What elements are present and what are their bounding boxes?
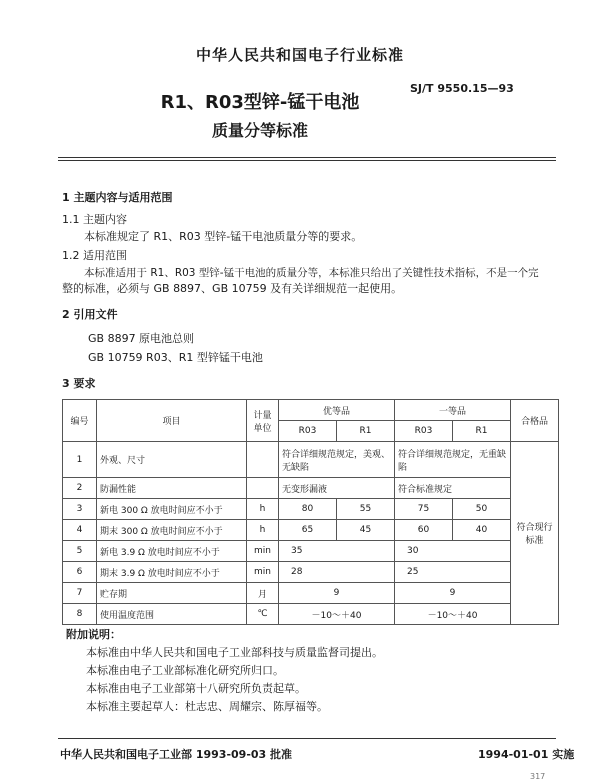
row-unit: h (247, 499, 279, 520)
notes-line-3: 本标准由电子工业部第十八研究所负责起草。 (86, 682, 306, 695)
footer-rule (58, 738, 556, 739)
row-no: 2 (63, 478, 97, 499)
table-row (63, 604, 559, 625)
row-grade-a: －10～＋40 (279, 604, 395, 625)
row-grade-b: 符合标准规定 (395, 478, 511, 499)
header-item: 项目 (97, 400, 247, 442)
row-item: 新电 300 Ω 放电时间应不小于 (97, 499, 247, 520)
header-b-r1: R1 (453, 421, 511, 442)
qualified-cell: 符合现行标准 (511, 442, 559, 625)
row-b-r1: 40 (453, 520, 511, 541)
implementation-date: 1994-01-01 实施 (478, 748, 575, 761)
row-b-r1: 50 (453, 499, 511, 520)
standard-number: SJ/T 9550.15—93 (410, 82, 514, 95)
header-a-r03: R03 (279, 421, 337, 442)
section-3-heading: 3 要求 (62, 377, 96, 390)
requirements-table (62, 399, 559, 625)
row-unit: min (247, 562, 279, 583)
notes-line-4: 本标准主要起草人：杜志忠、周耀宗、陈厚福等。 (86, 700, 328, 713)
page-number: 317 (530, 772, 546, 781)
row-grade-b: 25 (395, 562, 511, 583)
section-1-1-heading: 1.1 主题内容 (62, 213, 127, 226)
row-item: 新电 3.9 Ω 放电时间应不小于 (97, 541, 247, 562)
row-item: 期末 300 Ω 放电时间应不小于 (97, 520, 247, 541)
row-no: 5 (63, 541, 97, 562)
notes-title: 附加说明： (66, 628, 121, 641)
row-item: 期末 3.9 Ω 放电时间应不小于 (97, 562, 247, 583)
header-grade-excellent: 优等品 (279, 400, 395, 421)
row-grade-a: 符合详细规范规定，美观、无缺陷 (279, 442, 395, 478)
issuing-authority: 中华人民共和国电子行业标准 (195, 46, 404, 64)
document-subtitle: 质量分等标准 (211, 121, 308, 140)
section-1-1-text: 本标准规定了 R1、R03 型锌-锰干电池质量分等的要求。 (84, 230, 363, 243)
document-title: R1、R03型锌-锰干电池 (160, 92, 360, 113)
header-rule-bottom (58, 160, 556, 161)
section-2-heading: 2 引用文件 (62, 308, 118, 321)
header-a-r1: R1 (337, 421, 395, 442)
row-grade-b: －10～＋40 (395, 604, 511, 625)
row-grade-b: 30 (395, 541, 511, 562)
table-row (63, 442, 559, 478)
row-no: 3 (63, 499, 97, 520)
section-1-heading: 1 主题内容与适用范围 (62, 191, 173, 204)
row-a-r1: 45 (337, 520, 395, 541)
row-item: 贮存期 (97, 583, 247, 604)
row-b-r03: 60 (395, 520, 453, 541)
notes-line-1: 本标准由中华人民共和国电子工业部科技与质量监督司提出。 (86, 646, 383, 659)
row-a-r1: 55 (337, 499, 395, 520)
table-row (63, 541, 559, 562)
reference-1: GB 8897 原电池总则 (88, 332, 195, 345)
row-no: 8 (63, 604, 97, 625)
row-a-r03: 80 (279, 499, 337, 520)
table-row (63, 562, 559, 583)
approval-date: 中华人民共和国电子工业部 1993-09-03 批准 (60, 748, 293, 761)
reference-2: GB 10759 R03、R1 型锌锰干电池 (88, 351, 263, 364)
row-grade-b: 符合详细规范规定，无重缺陷 (395, 442, 511, 478)
row-no: 4 (63, 520, 97, 541)
header-qualified: 合格品 (511, 400, 559, 442)
header-unit: 计量单位 (247, 400, 279, 442)
row-unit: 月 (247, 583, 279, 604)
row-b-r03: 75 (395, 499, 453, 520)
section-1-2-text-line2: 整的标准，必须与 GB 8897、GB 10759 及有关详细规范一起使用。 (62, 282, 403, 295)
table-row (63, 583, 559, 604)
row-grade-a: 无变形漏液 (279, 478, 395, 499)
row-item: 外观、尺寸 (97, 442, 247, 478)
table-row (63, 520, 559, 541)
row-grade-a: 28 (279, 562, 395, 583)
row-unit: h (247, 520, 279, 541)
header-no: 编号 (63, 400, 97, 442)
header-b-r03: R03 (395, 421, 453, 442)
row-a-r03: 65 (279, 520, 337, 541)
table-row (63, 478, 559, 499)
row-unit (247, 442, 279, 478)
row-grade-a: 9 (279, 583, 395, 604)
notes-line-2: 本标准由电子工业部标准化研究所归口。 (86, 664, 284, 677)
row-no: 1 (63, 442, 97, 478)
row-item: 使用温度范围 (97, 604, 247, 625)
section-1-2-text-line1: 本标准适用于 R1、R03 型锌-锰干电池的质量分等，本标准只给出了关键性技术指标，不是一个完 (84, 267, 539, 279)
section-1-2-heading: 1.2 适用范围 (62, 249, 127, 262)
row-unit (247, 478, 279, 499)
row-unit: ℃ (247, 604, 279, 625)
header-rule-top (58, 157, 556, 158)
row-grade-a: 35 (279, 541, 395, 562)
row-grade-b: 9 (395, 583, 511, 604)
row-unit: min (247, 541, 279, 562)
table-row (63, 499, 559, 520)
row-no: 6 (63, 562, 97, 583)
row-no: 7 (63, 583, 97, 604)
row-item: 防漏性能 (97, 478, 247, 499)
header-grade-first: 一等品 (395, 400, 511, 421)
